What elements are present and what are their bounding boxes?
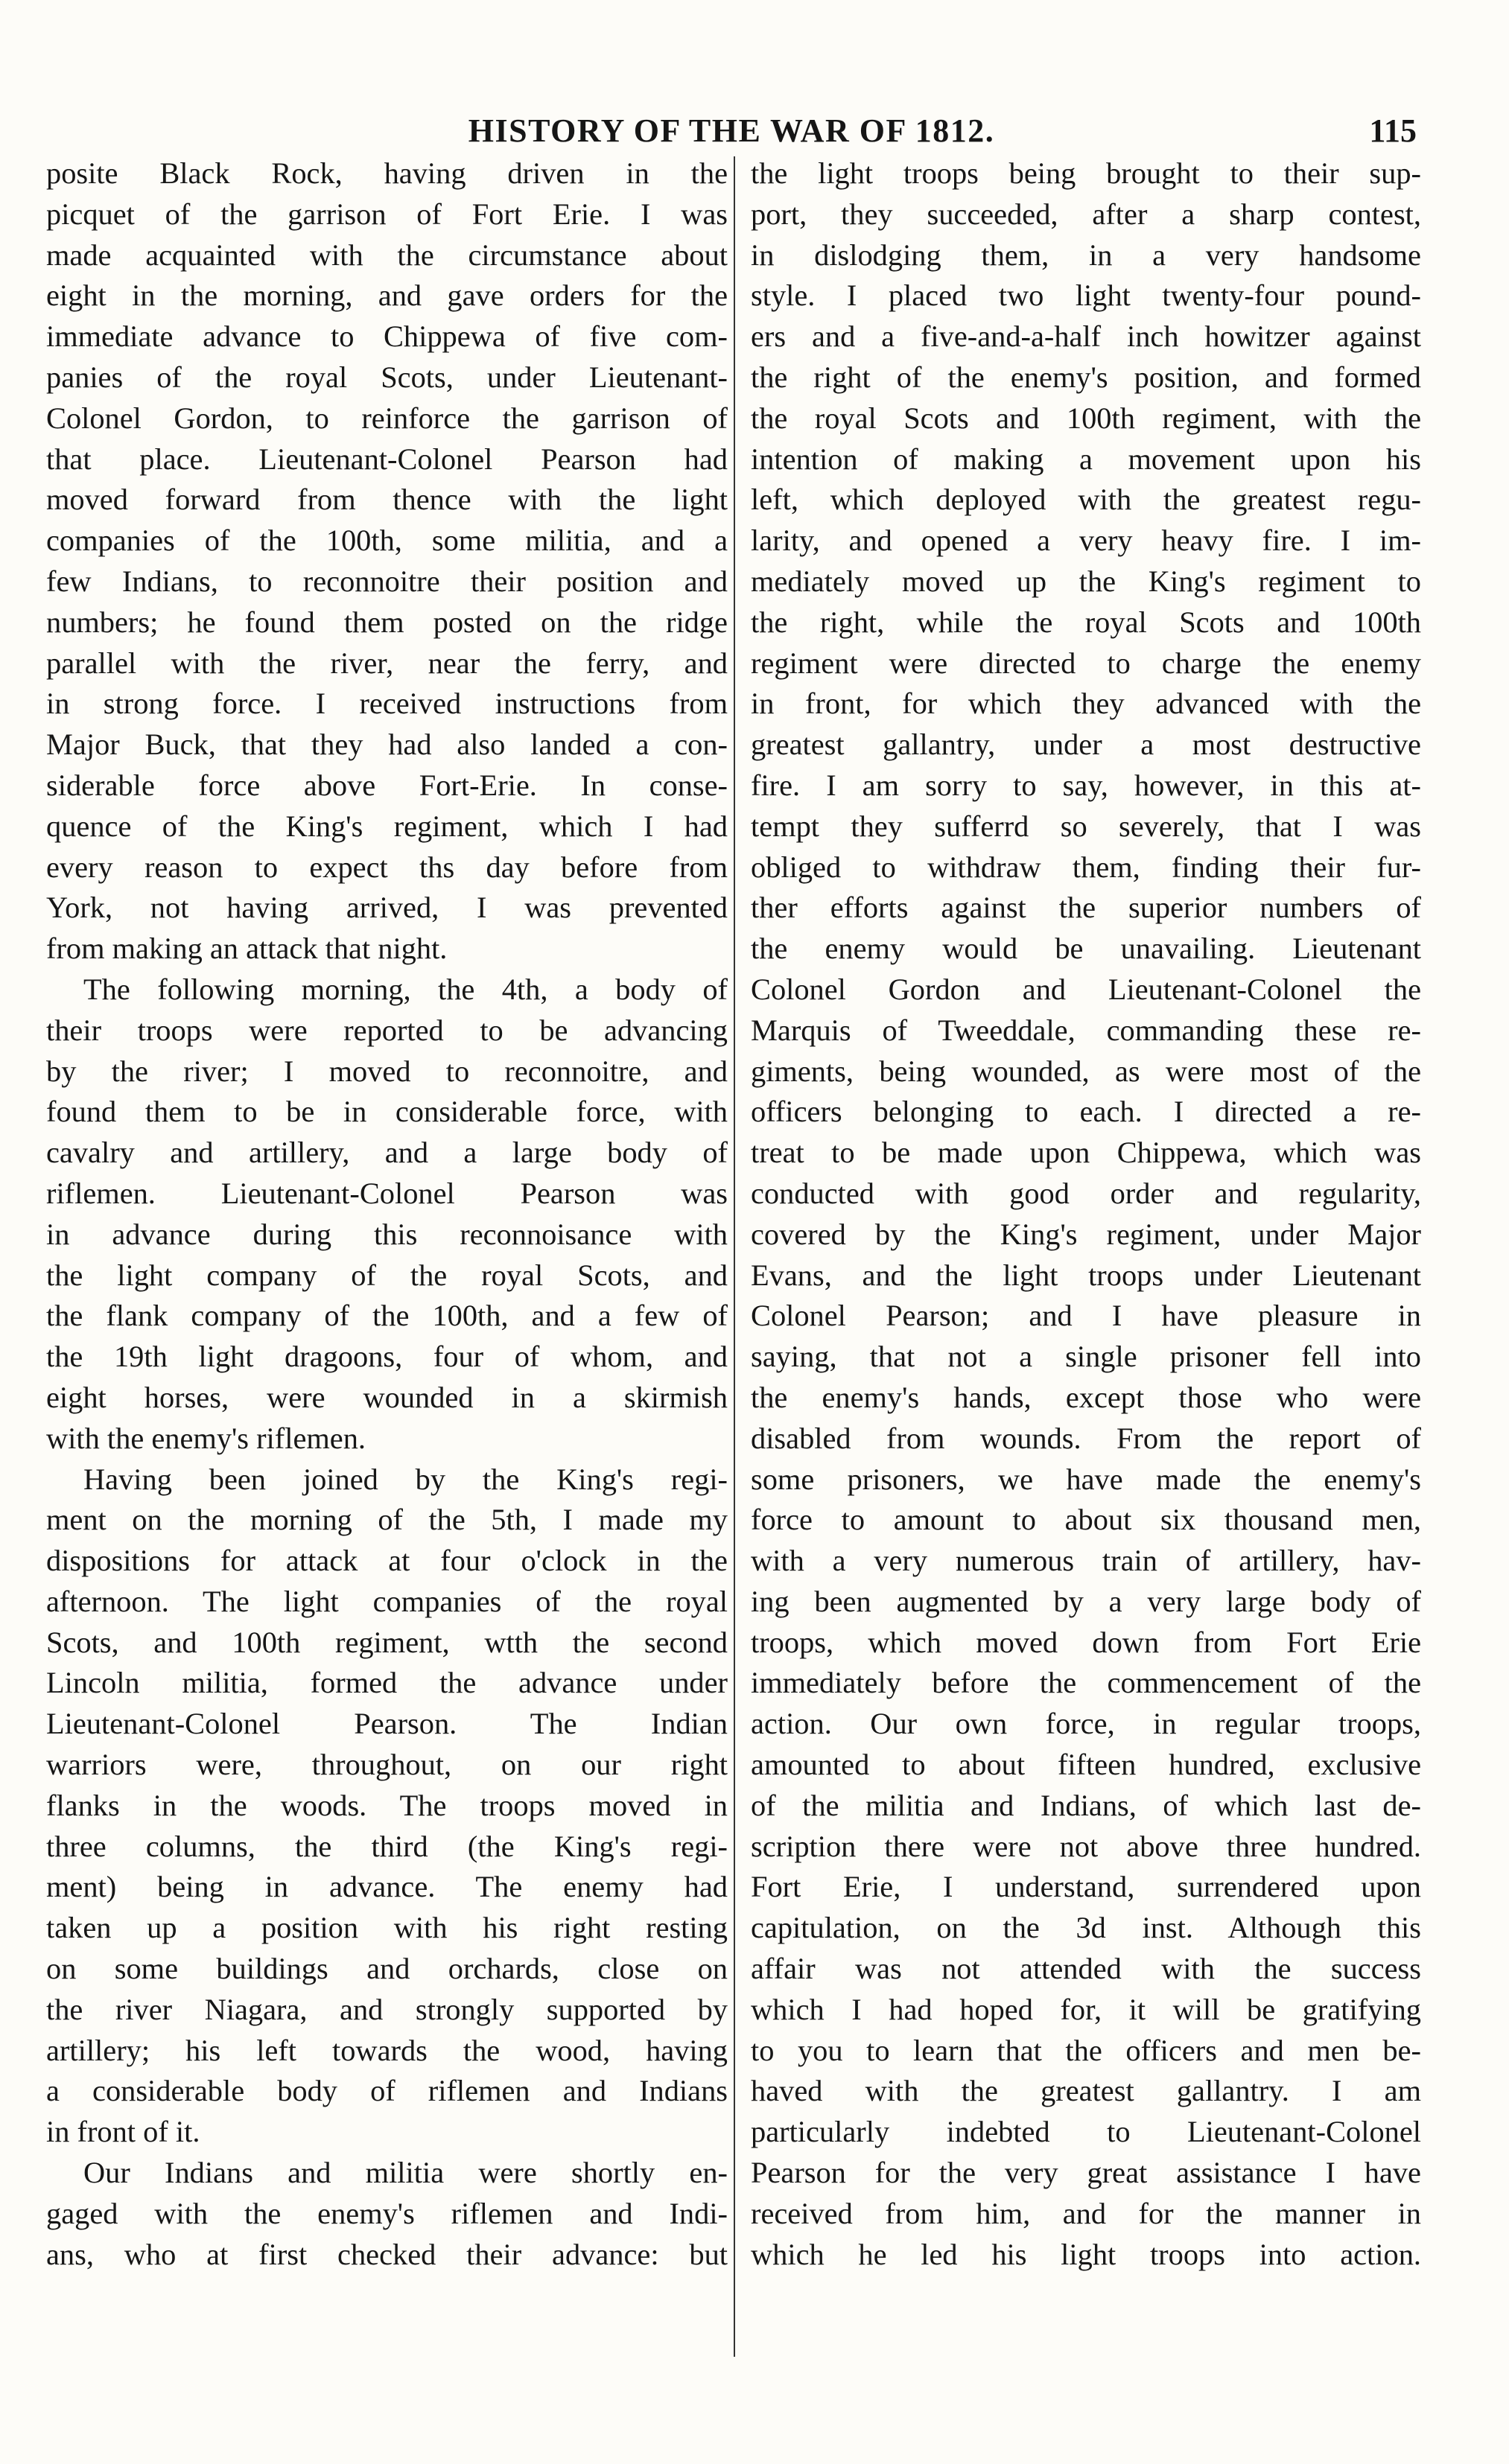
text-line: found them to be in considerable force, with (46, 1095, 728, 1129)
text-line: Colonel Gordon and Lieutenant-Colonel the (751, 972, 1421, 1006)
text-line: that place. Lieutenant-Colonel Pearson had (46, 442, 728, 476)
text-line: which I had hoped for, it will be gratifying (751, 1992, 1421, 2026)
page-number: 115 (1369, 112, 1417, 149)
text-line: disabled from wounds. From the report of (751, 1421, 1421, 1455)
text-line: the flank company of the 100th, and a few of (46, 1299, 728, 1333)
text-line: ment on the morning of the 5th, I made my (46, 1503, 728, 1537)
text-line: Lincoln militia, formed the advance under (46, 1666, 728, 1700)
text-line: Marquis of Tweeddale, commanding these re- (751, 1013, 1421, 1047)
text-line: dispositions for attack at four o'clock in the (46, 1544, 728, 1578)
text-line: cavalry and artillery, and a large body of (46, 1136, 728, 1170)
text-line: made acquainted with the circumstance about (46, 238, 728, 272)
text-line: regiment were directed to charge the enemy (751, 646, 1421, 680)
text-line: in front, for which they advanced with the (751, 687, 1421, 721)
text-line: style. I placed two light twenty-four pound- (751, 278, 1421, 313)
text-line: on some buildings and orchards, close on (46, 1952, 728, 1986)
text-line: by the river; I moved to reconnoitre, and (46, 1054, 728, 1088)
column-divider (734, 156, 735, 2357)
text-line: afternoon. The light companies of the royal (46, 1584, 728, 1618)
text-line: riflemen. Lieutenant-Colonel Pearson was (46, 1176, 728, 1210)
text-line: in dislodging them, in a very handsome (751, 238, 1421, 272)
text-line: amounted to about fifteen hundred, exclusive (751, 1748, 1421, 1782)
text-line: Colonel Gordon, to reinforce the garrison of (46, 401, 728, 435)
text-line: every reason to expect ths day before from (46, 850, 728, 884)
text-line: The following morning, the 4th, a body of (83, 972, 728, 1006)
text-line: from making an attack that night. (46, 932, 448, 966)
text-line: haved with the greatest gallantry. I am (751, 2074, 1421, 2108)
text-line: companies of the 100th, some militia, and a (46, 523, 728, 558)
left-text-column (46, 153, 728, 2410)
text-line: force to amount to about six thousand men, (751, 1503, 1421, 1537)
text-line: gaged with the enemy's riflemen and Indi- (46, 2196, 728, 2230)
text-line: which he led his light troops into action. (751, 2237, 1421, 2271)
text-line: warriors were, throughout, on our right (46, 1748, 728, 1782)
text-line: ans, who at first checked their advance: but (46, 2237, 728, 2271)
text-line: a considerable body of riflemen and Indians (46, 2074, 728, 2108)
text-line: the royal Scots and 100th regiment, with the (751, 401, 1421, 435)
text-line: the right, while the royal Scots and 100th (751, 605, 1421, 639)
text-line: panies of the royal Scots, under Lieutenant- (46, 360, 728, 394)
text-line: some prisoners, we have made the enemy's (751, 1462, 1421, 1496)
text-line: Colonel Pearson; and I have pleasure in (751, 1299, 1421, 1333)
text-line: officers belonging to each. I directed a re- (751, 1095, 1421, 1129)
text-line: giments, being wounded, as were most of the (751, 1054, 1421, 1088)
right-text-column (751, 153, 1421, 2410)
text-line: tempt they sufferrd so severely, that I was (751, 809, 1421, 843)
text-line: the light troops being brought to their sup- (751, 156, 1421, 190)
text-line: moved forward from thence with the light (46, 483, 728, 517)
text-line: Major Buck, that they had also landed a con- (46, 728, 728, 762)
text-line: treat to be made upon Chippewa, which was (751, 1136, 1421, 1170)
text-line: saying, that not a single prisoner fell into (751, 1340, 1421, 1374)
text-line: in front of it. (46, 2115, 200, 2149)
text-line: action. Our own force, in regular troops, (751, 1707, 1421, 1741)
text-line: port, they succeeded, after a sharp contest, (751, 197, 1421, 231)
text-line: ther efforts against the superior numbers of (751, 891, 1421, 925)
text-line: artillery; his left towards the wood, having (46, 2033, 728, 2067)
text-line: ment) being in advance. The enemy had (46, 1870, 728, 1904)
text-line: received from him, and for the manner in (751, 2196, 1421, 2230)
text-line: of the militia and Indians, of which last de- (751, 1788, 1421, 1822)
text-line: with the enemy's riflemen. (46, 1421, 366, 1455)
text-line: immediate advance to Chippewa of five com- (46, 319, 728, 354)
text-line: the river Niagara, and strongly supported by (46, 1992, 728, 2026)
text-line: intention of making a movement upon his (751, 442, 1421, 476)
text-line: Scots, and 100th regiment, wtth the second (46, 1625, 728, 1659)
text-line: the 19th light dragoons, four of whom, and (46, 1340, 728, 1374)
text-line: ing been augmented by a very large body of (751, 1584, 1421, 1618)
text-line: the enemy would be unavailing. Lieutenant (751, 932, 1421, 966)
text-line: Evans, and the light troops under Lieutenant (751, 1258, 1421, 1292)
text-line: Pearson for the very great assistance I have (751, 2156, 1421, 2190)
text-line: siderable force above Fort-Erie. In conse- (46, 768, 728, 802)
text-line: fire. I am sorry to say, however, in this at- (751, 768, 1421, 802)
text-line: particularly indebted to Lieutenant-Colonel (751, 2115, 1421, 2149)
text-line: left, which deployed with the greatest regu- (751, 483, 1421, 517)
text-line: the right of the enemy's position, and formed (751, 360, 1421, 394)
text-line: flanks in the woods. The troops moved in (46, 1788, 728, 1822)
text-line: with a very numerous train of artillery, hav- (751, 1544, 1421, 1578)
text-line: troops, which moved down from Fort Erie (751, 1625, 1421, 1659)
text-line: in advance during this reconnoisance with (46, 1217, 728, 1251)
text-line: greatest gallantry, under a most destructive (751, 728, 1421, 762)
text-line: eight in the morning, and gave orders for the (46, 278, 728, 313)
text-line: Lieutenant-Colonel Pearson. The Indian (46, 1707, 728, 1741)
text-line: Fort Erie, I understand, surrendered upon (751, 1870, 1421, 1904)
text-line: affair was not attended with the success (751, 1952, 1421, 1986)
text-line: in strong force. I received instructions from (46, 687, 728, 721)
text-line: Our Indians and militia were shortly en- (83, 2156, 728, 2190)
text-line: obliged to withdraw them, finding their fur- (751, 850, 1421, 884)
text-line: parallel with the river, near the ferry, and (46, 646, 728, 680)
text-line: covered by the King's regiment, under Major (751, 1217, 1421, 1251)
text-line: picquet of the garrison of Fort Erie. I was (46, 197, 728, 231)
text-line: conducted with good order and regularity, (751, 1176, 1421, 1210)
text-line: larity, and opened a very heavy fire. I im- (751, 523, 1421, 558)
text-line: the light company of the royal Scots, and (46, 1258, 728, 1292)
text-line: the enemy's hands, except those who were (751, 1380, 1421, 1414)
text-line: immediately before the commencement of the (751, 1666, 1421, 1700)
text-line: quence of the King's regiment, which I had (46, 809, 728, 843)
text-line: numbers; he found them posted on the ridge (46, 605, 728, 639)
text-line: scription there were not above three hundred. (751, 1829, 1421, 1863)
text-line: to you to learn that the officers and men be- (751, 2033, 1421, 2067)
text-line: taken up a position with his right resting (46, 1911, 728, 1945)
text-line: three columns, the third (the King's regi- (46, 1829, 728, 1863)
text-line: mediately moved up the King's regiment to (751, 564, 1421, 598)
text-line: posite Black Rock, having driven in the (46, 156, 728, 190)
text-line: their troops were reported to be advancing (46, 1013, 728, 1047)
text-line: ers and a five-and-a-half inch howitzer against (751, 319, 1421, 354)
text-line: York, not having arrived, I was prevented (46, 891, 728, 925)
text-line: Having been joined by the King's regi- (83, 1462, 728, 1496)
running-title: HISTORY OF THE WAR OF 1812. (468, 112, 995, 149)
text-line: few Indians, to reconnoitre their position and (46, 564, 728, 598)
text-line: capitulation, on the 3d inst. Although this (751, 1911, 1421, 1945)
text-line: eight horses, were wounded in a skirmish (46, 1380, 728, 1414)
